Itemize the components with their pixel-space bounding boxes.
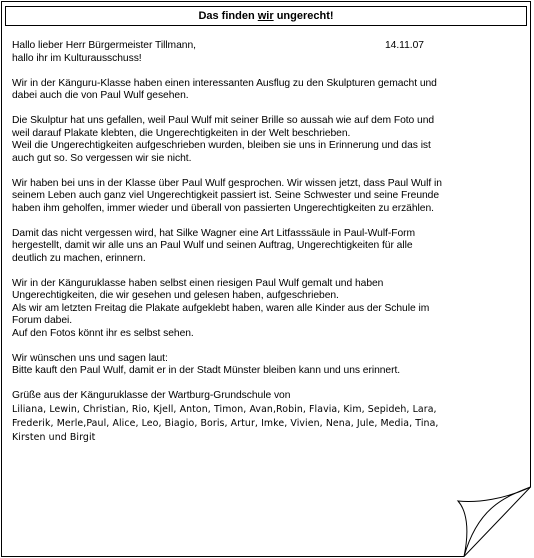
title-before: Das finden — [198, 10, 258, 22]
paragraph — [12, 353, 517, 378]
closing — [12, 390, 517, 403]
paragraph — [12, 78, 517, 103]
text-line: Ungerechtigkeiten, die wir gesehen und gelesen haben, aufgeschrieben. — [12, 290, 339, 301]
greeting-line: Hallo lieber Herr Bürgermeister Tillmann, — [12, 40, 196, 51]
paragraph — [12, 178, 517, 216]
greeting-line: hallo ihr im Kulturausschuss! — [12, 52, 142, 64]
text-line: Als wir am letzten Freitag die Plakate aufgeklebt haben, waren alle Kinder aus der Schule im — [12, 302, 430, 314]
letter-body — [12, 40, 517, 445]
text-line: hergestellt, damit wir alle uns an Paul Wulf und seinen Auftrag, Ungerechtigkeiten für alle — [12, 240, 413, 251]
letter-date: 14.11.07 — [385, 40, 424, 51]
paragraph — [12, 278, 517, 341]
paragraph — [12, 115, 517, 165]
text-line: auch gut so. So vergessen wir sie nicht. — [12, 152, 192, 164]
signer-line: Liliana, Lewin, Christian, Rio, Kjell, Anton, Timon, Avan,Robin, Flavia, Kim, Sepideh, Lara, — [12, 403, 437, 415]
greeting — [12, 40, 517, 65]
paragraph — [12, 228, 517, 266]
text-line: haben ihm geholfen, immer wieder und überall von passierten Ungerechtigkeiten zu erzählen. — [12, 202, 434, 214]
text-line: weil darauf Plakate klebten, die Ungerechtigkeiten in der Welt beschrieben. — [12, 127, 351, 139]
text-line: seinem Leben auch ganz viel Ungerechtigkeit passiert ist. Seine Schwester und seine Freunde — [12, 190, 440, 201]
text-line: Forum dabei. — [12, 315, 73, 326]
text-line: Wir in der Känguru-Klasse haben einen interessanten Ausflug zu den Skulpturen gemacht und — [12, 77, 437, 89]
signer-names — [12, 403, 517, 445]
text-line: Wir wünschen uns und sagen laut: — [12, 352, 168, 364]
title-emphasis: wir — [257, 10, 274, 22]
text-line: Wir in der Känguruklasse haben selbst einen riesigen Paul Wulf gemalt und haben — [12, 277, 384, 289]
signer-line: Frederik, Merle,Paul, Alice, Leo, Biagio, Boris, Artur, Imke, Vivien, Nena, Jule, Media, Tina, — [12, 417, 439, 429]
text-line: dabei auch die von Paul Wulf gesehen. — [12, 90, 189, 101]
text-line: Bitte kauft den Paul Wulf, damit er in der Stadt Münster bleiben kann und uns erinnert. — [12, 365, 401, 376]
text-line: Damit das nicht vergessen wird, hat Silke Wagner eine Art Litfasssäule in Paul-Wulf-Form — [12, 227, 416, 239]
text-line: Wir haben bei uns in der Klasse über Paul Wulf gesprochen. Wir wissen jetzt, dass Paul Wulf in — [12, 177, 442, 189]
signer-line: Kirsten und Birgit — [12, 431, 96, 443]
title-after: ungerecht! — [273, 10, 334, 22]
text-line: deutlich zu machen, erinnern. — [12, 252, 146, 264]
text-line: Weil die Ungerechtigkeiten aufgeschrieben wurden, bleiben sie uns in Erinnerung und das ist — [12, 140, 431, 151]
text-line: Auf den Fotos könnt ihr es selbst sehen. — [12, 327, 194, 339]
closing-line: Grüße aus der Känguruklasse der Wartburg-Grundschule von — [12, 390, 291, 401]
letter-title — [5, 6, 527, 26]
text-line: Die Skulptur hat uns gefallen, weil Paul Wulf mit seiner Brille so aussah wie auf dem Foto und — [12, 115, 435, 126]
